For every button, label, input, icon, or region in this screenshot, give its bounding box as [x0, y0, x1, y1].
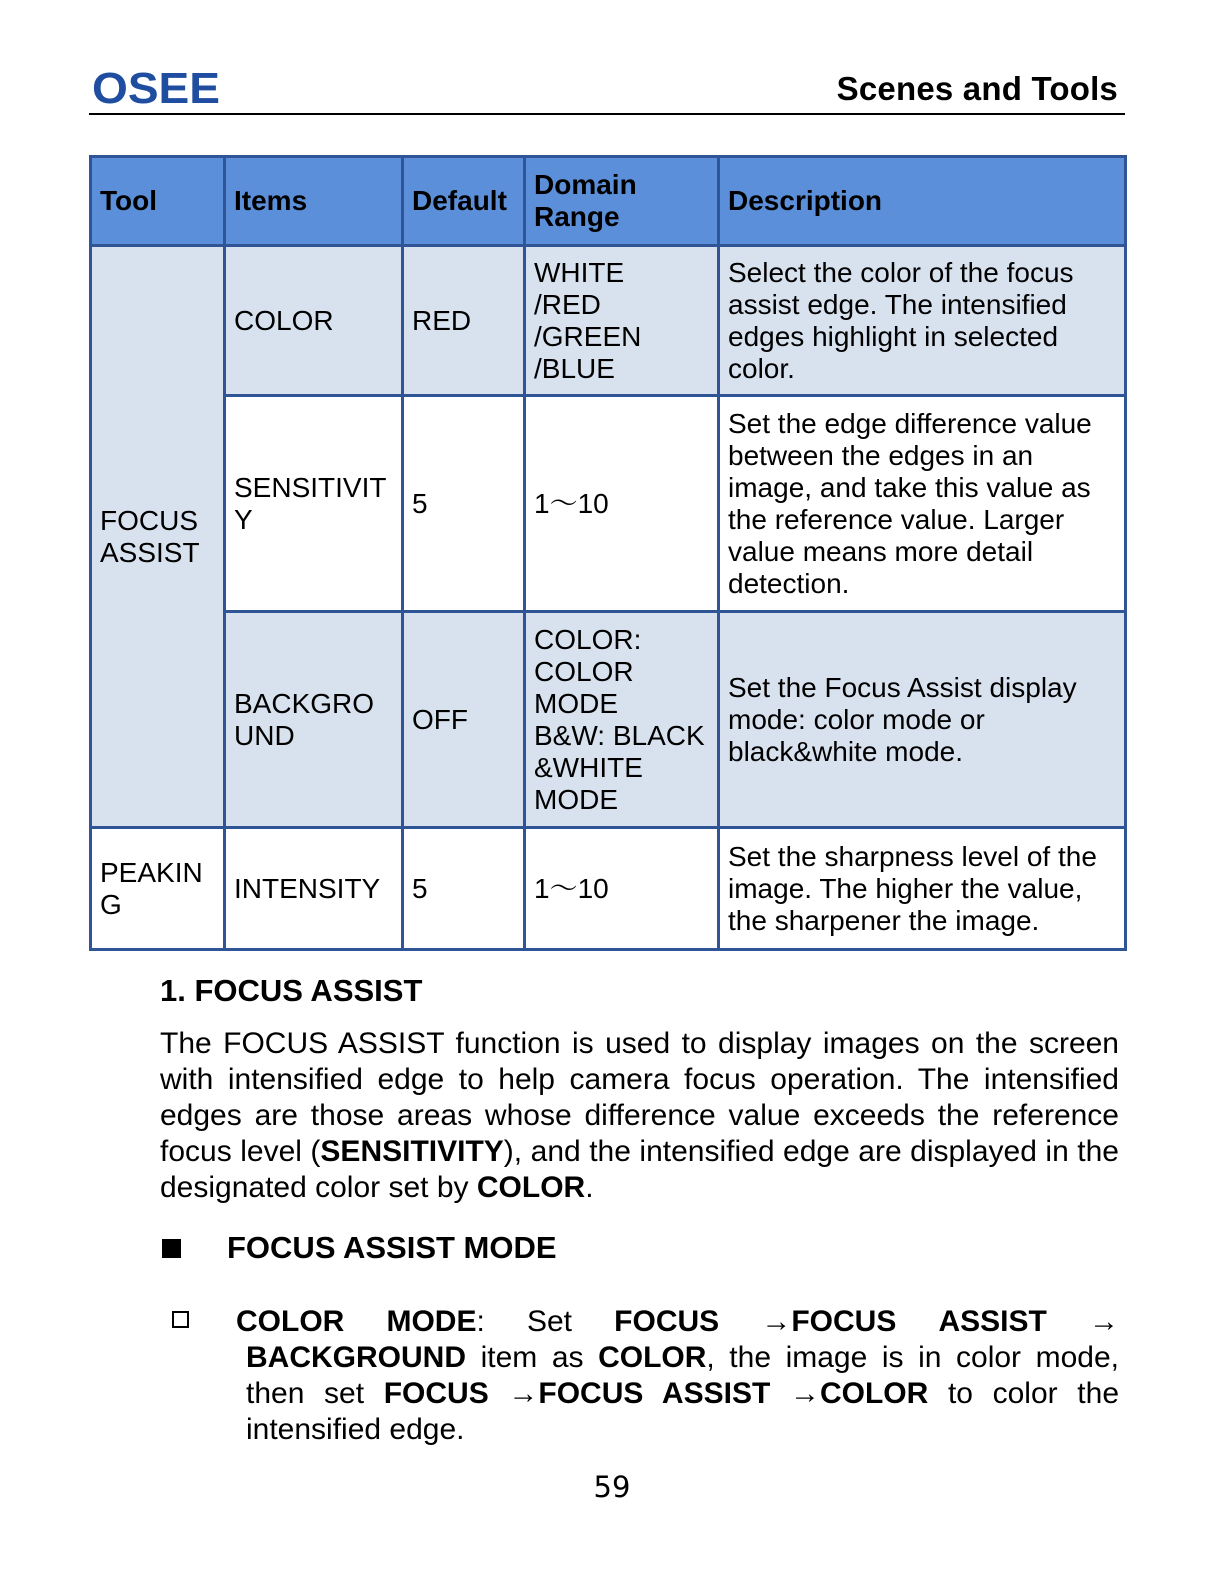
description-cell: Set the sharpness level of the image. The higher the value, the sharpener the image.: [719, 828, 1126, 950]
body-content: [160, 972, 1119, 1448]
item-text: , the image is in color mode, then set: [246, 1341, 1119, 1410]
header-default: Default: [403, 157, 525, 246]
osee-logo: [92, 68, 222, 108]
tool-cell-peaking: PEAKING: [91, 828, 225, 950]
range-cell: [525, 246, 719, 396]
item-cell: INTENSITY: [225, 828, 403, 950]
range-line: WHITE: [534, 256, 625, 288]
range-line: MODE: [534, 687, 618, 719]
item-word: Set: [526, 1305, 573, 1338]
range-line: /RED: [534, 288, 601, 320]
paragraph-text: .: [585, 1171, 594, 1204]
range-line: B&W: BLACK: [534, 719, 705, 751]
intro-paragraph: [160, 1026, 1119, 1206]
item-word: →FOCUS: [761, 1305, 897, 1338]
header-tool: Tool: [91, 157, 225, 246]
list-item-first-line: [236, 1304, 1119, 1340]
item-cell: BACKGROUND: [225, 612, 403, 828]
range-line: /BLUE: [534, 352, 615, 384]
default-cell: 5: [403, 828, 525, 950]
item-bold: MODE: [386, 1305, 477, 1338]
range-line: COLOR:: [534, 623, 642, 655]
item-word: ASSIST: [938, 1305, 1047, 1338]
paragraph-text: ), and the intensified edge are displayed in the designated color set by: [160, 1135, 1119, 1204]
header-domain-range: Domain Range: [525, 157, 719, 246]
description-cell: Set the edge difference value between the edges in an image, and take this value as the reference value. Larger value means more detail detection.: [719, 396, 1126, 612]
description-cell: Select the color of the focus assist edge. The intensified edges highlight in selected color.: [719, 246, 1126, 396]
paragraph-bold: SENSITIVITY: [320, 1135, 504, 1168]
table-row: [91, 246, 1126, 396]
page-number: 59: [593, 1470, 631, 1504]
table-row: [91, 612, 1126, 828]
table-row: [91, 828, 1126, 950]
item-bold: BACKGROUND: [246, 1341, 466, 1374]
range-cell: 1～10: [525, 828, 719, 950]
logo-text: OSEE: [92, 68, 220, 108]
list-item: [160, 1304, 1119, 1448]
header-description: Description: [719, 157, 1126, 246]
header-items: Items: [225, 157, 403, 246]
default-cell: OFF: [403, 612, 525, 828]
section-title: Scenes and Tools: [836, 70, 1118, 107]
item-word: [386, 1304, 484, 1340]
paragraph-text: The FOCUS ASSIST function is used to display images on the screen with intensified edge to help camera focus operation. The intensified edges are those areas whose difference value exceeds the reference focus level (: [160, 1027, 1119, 1168]
bullet-heading: [160, 1228, 1119, 1268]
item-word: COLOR: [236, 1305, 345, 1338]
item-word: FOCUS: [614, 1305, 720, 1338]
paragraph-bold: COLOR: [476, 1171, 586, 1204]
item-colon: :: [476, 1305, 485, 1338]
section-heading: 1. FOCUS ASSIST: [160, 973, 423, 1008]
item-bold: COLOR: [598, 1341, 707, 1374]
item-text: to color the intensified edge.: [246, 1377, 1120, 1446]
default-cell: 5: [403, 396, 525, 612]
description-cell: Set the Focus Assist display mode: color mode or black&white mode.: [719, 612, 1126, 828]
range-cell: 1～10: [525, 396, 719, 612]
range-line: COLOR: [534, 655, 634, 687]
range-line: &WHITE: [534, 751, 643, 783]
list-item-rest: [236, 1340, 1119, 1448]
header-rule: [89, 113, 1125, 115]
default-cell: RED: [403, 246, 525, 396]
bullet-heading-text: FOCUS ASSIST MODE: [227, 1230, 557, 1265]
item-text: item as: [466, 1341, 599, 1374]
item-cell: SENSITIVITY: [225, 396, 403, 612]
item-word: →: [1089, 1305, 1119, 1338]
table-header-row: [91, 157, 1126, 246]
range-line: MODE: [534, 783, 618, 815]
empty-checkbox-icon: [172, 1311, 189, 1328]
tool-cell-focus-assist: FOCUS ASSIST: [91, 246, 225, 828]
item-cell: COLOR: [225, 246, 403, 396]
range-line: /GREEN: [534, 320, 642, 352]
range-cell: [525, 612, 719, 828]
spec-table: [89, 155, 1127, 951]
filled-square-bullet-icon: [162, 1239, 181, 1258]
table-row: [91, 396, 1126, 612]
item-bold: FOCUS →FOCUS ASSIST →COLOR: [383, 1377, 929, 1410]
